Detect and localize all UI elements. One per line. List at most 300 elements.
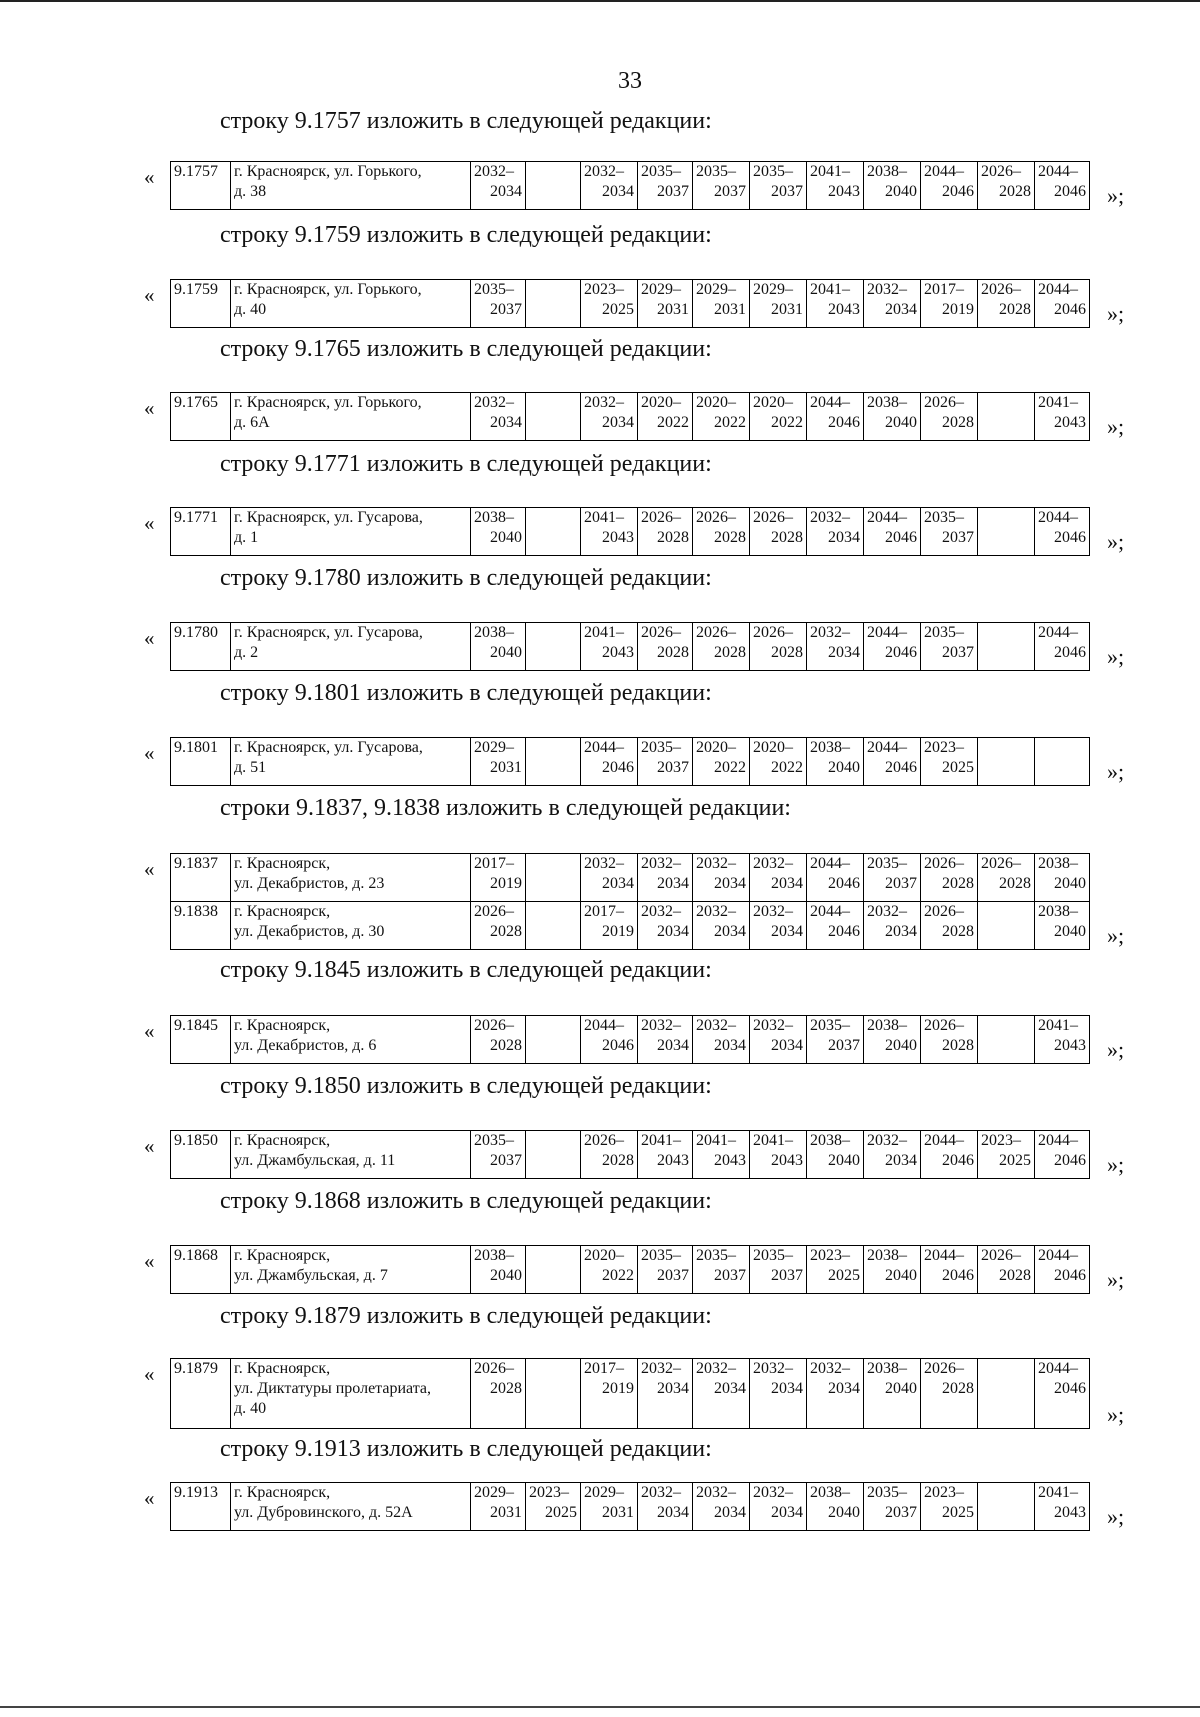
address-cell: [231, 1016, 471, 1064]
row-number: 9.1759: [171, 280, 231, 328]
year-start: 2041–: [1038, 394, 1078, 411]
year-range-cell: [526, 738, 581, 786]
year-range-cell: [864, 1016, 921, 1064]
year-range-cell: [638, 1246, 693, 1294]
year-start: 2026–: [924, 855, 964, 872]
year-end: 2028: [771, 644, 803, 661]
year-range-cell: [750, 854, 807, 902]
year-end: 2019: [942, 301, 974, 318]
year-start: 2044–: [810, 394, 850, 411]
address-line: г. Красноярск, ул. Гусарова,: [234, 509, 423, 526]
year-end: 2046: [885, 529, 917, 546]
year-range-cell: [581, 393, 638, 441]
year-range-cell: [864, 1246, 921, 1294]
year-start: 2038–: [474, 1247, 514, 1264]
year-start: 2029–: [584, 1484, 624, 1501]
year-end: 2034: [657, 1504, 689, 1521]
year-end: 2034: [657, 875, 689, 892]
year-range-cell: [581, 1483, 638, 1531]
year-end: 2028: [942, 414, 974, 431]
table-row: [171, 623, 1090, 671]
year-end: 2037: [714, 183, 746, 200]
year-start: 2035–: [924, 509, 964, 526]
year-start: 2020–: [696, 394, 736, 411]
section-heading: строку 9.1780 изложить в следующей редакции:: [220, 565, 712, 591]
year-range-cell: [581, 623, 638, 671]
year-start: 2023–: [584, 281, 624, 298]
year-end: 2040: [828, 759, 860, 776]
year-start: 2041–: [753, 1132, 793, 1149]
year-end: 2031: [714, 301, 746, 318]
year-end: 2043: [771, 1152, 803, 1169]
year-end: 2046: [1054, 183, 1086, 200]
year-range-cell: [864, 738, 921, 786]
table-row: [171, 1131, 1090, 1179]
section-heading: строку 9.1879 изложить в следующей редакции:: [220, 1303, 712, 1329]
year-range-cell: [471, 1246, 526, 1294]
year-end: 2043: [602, 644, 634, 661]
address-cell: [231, 1359, 471, 1429]
year-range-cell: [750, 393, 807, 441]
address-cell: [231, 280, 471, 328]
address-cell: [231, 854, 471, 902]
year-range-cell: [638, 854, 693, 902]
replacement-table: [170, 1245, 1090, 1294]
year-end: 2028: [490, 1037, 522, 1054]
year-end: 2046: [602, 759, 634, 776]
year-start: 2026–: [474, 1360, 514, 1377]
year-range-cell: [471, 1131, 526, 1179]
section-heading: строку 9.1771 изложить в следующей редакции:: [220, 451, 712, 477]
year-start: 2044–: [924, 1247, 964, 1264]
section-heading: строку 9.1765 изложить в следующей редакции:: [220, 336, 712, 362]
year-end: 2028: [999, 301, 1031, 318]
section-heading: строку 9.1759 изложить в следующей редакции:: [220, 222, 712, 248]
year-range-cell: [526, 393, 581, 441]
year-range-cell: [693, 902, 750, 950]
year-start: 2026–: [641, 509, 681, 526]
year-start: 2041–: [584, 509, 624, 526]
closing-quote: »;: [1107, 183, 1125, 208]
year-end: 2040: [885, 414, 917, 431]
year-range-cell: [921, 280, 978, 328]
year-end: 2034: [771, 1380, 803, 1397]
year-end: 2025: [545, 1504, 577, 1521]
year-range-cell: [921, 1359, 978, 1429]
opening-quote: «: [144, 1362, 155, 1386]
address-line: ул. Диктатуры пролетариата,: [234, 1380, 431, 1397]
year-range-cell: [807, 854, 864, 902]
year-range-cell: [526, 1359, 581, 1429]
year-start: 2023–: [529, 1484, 569, 1501]
year-end: 2028: [999, 1267, 1031, 1284]
year-start: 2032–: [641, 1484, 681, 1501]
year-end: 2040: [885, 1267, 917, 1284]
closing-quote: »;: [1107, 923, 1125, 948]
year-range-cell: [978, 623, 1035, 671]
year-end: 2040: [490, 644, 522, 661]
year-range-cell: [638, 738, 693, 786]
address-cell: [231, 902, 471, 950]
year-start: 2032–: [810, 1360, 850, 1377]
year-end: 2046: [885, 644, 917, 661]
row-number: 9.1879: [171, 1359, 231, 1429]
address-line: ул. Джамбульская, д. 7: [234, 1267, 388, 1284]
year-range-cell: [978, 1131, 1035, 1179]
year-end: 2040: [885, 1037, 917, 1054]
year-start: 2023–: [981, 1132, 1021, 1149]
year-start: 2044–: [810, 903, 850, 920]
year-end: 2034: [602, 414, 634, 431]
year-range-cell: [807, 280, 864, 328]
year-range-cell: [581, 1359, 638, 1429]
year-end: 2022: [714, 414, 746, 431]
year-start: 2032–: [810, 624, 850, 641]
year-range-cell: [978, 902, 1035, 950]
year-range-cell: [638, 508, 693, 556]
year-end: 2046: [1054, 1152, 1086, 1169]
year-end: 2031: [490, 1504, 522, 1521]
address-line: г. Красноярск,: [234, 1247, 331, 1264]
address-line: ул. Декабристов, д. 23: [234, 875, 385, 892]
table-row: [171, 854, 1090, 902]
year-start: 2017–: [474, 855, 514, 872]
year-range-cell: [471, 393, 526, 441]
year-start: 2032–: [753, 903, 793, 920]
year-range-cell: [921, 1483, 978, 1531]
year-range-cell: [1035, 162, 1090, 210]
year-end: 2046: [1054, 1380, 1086, 1397]
year-range-cell: [978, 1016, 1035, 1064]
year-end: 2028: [490, 923, 522, 940]
year-range-cell: [693, 393, 750, 441]
year-start: 2044–: [867, 739, 907, 756]
year-range-cell: [526, 623, 581, 671]
year-end: 2025: [828, 1267, 860, 1284]
address-line: д. 1: [234, 529, 259, 546]
year-range-cell: [978, 738, 1035, 786]
address-cell: [231, 1246, 471, 1294]
year-range-cell: [1035, 738, 1090, 786]
year-range-cell: [581, 280, 638, 328]
replacement-table: [170, 1482, 1090, 1531]
year-range-cell: [750, 623, 807, 671]
year-start: 2032–: [641, 903, 681, 920]
opening-quote: «: [144, 857, 155, 881]
year-end: 2040: [885, 1380, 917, 1397]
year-start: 2020–: [753, 394, 793, 411]
row-number: 9.1765: [171, 393, 231, 441]
address-cell: [231, 738, 471, 786]
year-range-cell: [750, 902, 807, 950]
year-start: 2038–: [810, 739, 850, 756]
table-row: [171, 162, 1090, 210]
year-end: 2022: [771, 414, 803, 431]
year-start: 2032–: [584, 163, 624, 180]
year-range-cell: [750, 280, 807, 328]
year-end: 2040: [828, 1504, 860, 1521]
year-range-cell: [471, 623, 526, 671]
address-cell: [231, 1131, 471, 1179]
year-range-cell: [526, 1483, 581, 1531]
address-line: г. Красноярск,: [234, 855, 331, 872]
year-range-cell: [693, 1016, 750, 1064]
year-end: 2028: [714, 644, 746, 661]
year-end: 2046: [885, 759, 917, 776]
address-line: д. 2: [234, 644, 259, 661]
year-start: 2035–: [641, 163, 681, 180]
year-end: 2034: [490, 414, 522, 431]
year-end: 2031: [771, 301, 803, 318]
year-start: 2038–: [1038, 855, 1078, 872]
closing-quote: »;: [1107, 1267, 1125, 1292]
year-range-cell: [471, 854, 526, 902]
year-range-cell: [1035, 1483, 1090, 1531]
year-range-cell: [864, 902, 921, 950]
opening-quote: «: [144, 626, 155, 650]
replacement-table: [170, 622, 1090, 671]
row-number: 9.1850: [171, 1131, 231, 1179]
year-end: 2031: [602, 1504, 634, 1521]
opening-quote: «: [144, 741, 155, 765]
year-end: 2022: [602, 1267, 634, 1284]
year-range-cell: [1035, 280, 1090, 328]
address-line: г. Красноярск,: [234, 1132, 331, 1149]
address-line: д. 6А: [234, 414, 270, 431]
year-start: 2041–: [1038, 1017, 1078, 1034]
year-start: 2026–: [924, 903, 964, 920]
year-end: 2037: [657, 183, 689, 200]
year-start: 2032–: [753, 1017, 793, 1034]
row-number: 9.1913: [171, 1483, 231, 1531]
year-end: 2031: [490, 759, 522, 776]
table-row: [171, 902, 1090, 950]
top-rule: [0, 0, 1200, 2]
year-range-cell: [921, 1246, 978, 1294]
year-start: 2035–: [924, 624, 964, 641]
year-range-cell: [1035, 1016, 1090, 1064]
year-end: 2040: [1054, 923, 1086, 940]
year-end: 2037: [885, 1504, 917, 1521]
year-range-cell: [581, 1246, 638, 1294]
year-end: 2025: [999, 1152, 1031, 1169]
year-range-cell: [864, 162, 921, 210]
year-start: 2044–: [584, 1017, 624, 1034]
year-end: 2028: [771, 529, 803, 546]
year-start: 2026–: [474, 903, 514, 920]
year-end: 2034: [885, 1152, 917, 1169]
year-start: 2032–: [696, 855, 736, 872]
address-cell: [231, 162, 471, 210]
year-range-cell: [638, 393, 693, 441]
address-line: ул. Джамбульская, д. 11: [234, 1152, 396, 1169]
year-start: 2026–: [474, 1017, 514, 1034]
year-end: 2037: [657, 759, 689, 776]
year-end: 2046: [1054, 1267, 1086, 1284]
year-start: 2032–: [584, 394, 624, 411]
year-start: 2035–: [696, 163, 736, 180]
year-end: 2046: [942, 1152, 974, 1169]
year-range-cell: [638, 280, 693, 328]
year-start: 2032–: [474, 394, 514, 411]
year-start: 2041–: [1038, 1484, 1078, 1501]
year-range-cell: [978, 1359, 1035, 1429]
year-range-cell: [581, 162, 638, 210]
row-number: 9.1771: [171, 508, 231, 556]
year-range-cell: [693, 1246, 750, 1294]
year-end: 2040: [1054, 875, 1086, 892]
year-start: 2032–: [584, 855, 624, 872]
year-end: 2028: [999, 875, 1031, 892]
year-start: 2044–: [867, 624, 907, 641]
year-range-cell: [978, 1483, 1035, 1531]
year-range-cell: [526, 508, 581, 556]
year-start: 2017–: [584, 903, 624, 920]
year-start: 2038–: [867, 394, 907, 411]
year-range-cell: [581, 508, 638, 556]
opening-quote: «: [144, 165, 155, 189]
year-range-cell: [807, 623, 864, 671]
year-end: 2028: [942, 1037, 974, 1054]
year-end: 2034: [602, 183, 634, 200]
year-start: 2029–: [474, 1484, 514, 1501]
year-range-cell: [1035, 623, 1090, 671]
year-start: 2035–: [641, 739, 681, 756]
year-range-cell: [807, 393, 864, 441]
year-start: 2044–: [1038, 281, 1078, 298]
closing-quote: »;: [1107, 1152, 1125, 1177]
year-range-cell: [864, 623, 921, 671]
table-row: [171, 1246, 1090, 1294]
year-range-cell: [807, 738, 864, 786]
address-line: г. Красноярск,: [234, 1360, 331, 1377]
year-start: 2032–: [696, 1484, 736, 1501]
year-end: 2034: [714, 875, 746, 892]
year-range-cell: [978, 854, 1035, 902]
year-end: 2037: [771, 183, 803, 200]
address-line: ул. Декабристов, д. 6: [234, 1037, 377, 1054]
year-start: 2044–: [867, 509, 907, 526]
opening-quote: «: [144, 1249, 155, 1273]
year-start: 2029–: [474, 739, 514, 756]
table-row: [171, 393, 1090, 441]
year-range-cell: [978, 508, 1035, 556]
section-heading: строку 9.1801 изложить в следующей редакции:: [220, 680, 712, 706]
year-range-cell: [921, 393, 978, 441]
year-start: 2044–: [1038, 1360, 1078, 1377]
year-end: 2046: [828, 923, 860, 940]
year-range-cell: [807, 1131, 864, 1179]
address-cell: [231, 393, 471, 441]
table-row: [171, 1359, 1090, 1429]
year-end: 2019: [602, 1380, 634, 1397]
year-end: 2037: [942, 644, 974, 661]
section-heading: строку 9.1845 изложить в следующей редакции:: [220, 957, 712, 983]
year-end: 2028: [714, 529, 746, 546]
year-start: 2035–: [867, 1484, 907, 1501]
year-range-cell: [750, 162, 807, 210]
bottom-rule: [0, 1706, 1200, 1708]
closing-quote: »;: [1107, 1037, 1125, 1062]
year-range-cell: [807, 162, 864, 210]
year-range-cell: [750, 1359, 807, 1429]
year-range-cell: [978, 280, 1035, 328]
year-start: 2038–: [1038, 903, 1078, 920]
year-start: 2041–: [584, 624, 624, 641]
year-range-cell: [921, 508, 978, 556]
year-range-cell: [921, 1131, 978, 1179]
year-start: 2032–: [474, 163, 514, 180]
year-range-cell: [1035, 1131, 1090, 1179]
year-start: 2023–: [924, 739, 964, 756]
page-number: 33: [618, 68, 642, 94]
year-end: 2046: [942, 1267, 974, 1284]
year-end: 2034: [602, 875, 634, 892]
year-end: 2043: [602, 529, 634, 546]
section-heading: строку 9.1850 изложить в следующей редакции:: [220, 1073, 712, 1099]
year-end: 2037: [657, 1267, 689, 1284]
year-start: 2029–: [753, 281, 793, 298]
year-range-cell: [638, 1131, 693, 1179]
year-range-cell: [581, 902, 638, 950]
replacement-table: [170, 392, 1090, 441]
year-range-cell: [750, 1246, 807, 1294]
year-start: 2044–: [924, 1132, 964, 1149]
year-range-cell: [864, 1483, 921, 1531]
replacement-table: [170, 279, 1090, 328]
year-end: 2037: [828, 1037, 860, 1054]
year-end: 2037: [490, 1152, 522, 1169]
year-range-cell: [471, 902, 526, 950]
year-range-cell: [526, 1246, 581, 1294]
year-start: 2032–: [696, 1360, 736, 1377]
table-row: [171, 1016, 1090, 1064]
year-start: 2035–: [474, 281, 514, 298]
section-heading: строки 9.1837, 9.1838 изложить в следующей редакции:: [220, 795, 791, 821]
year-start: 2032–: [753, 1484, 793, 1501]
year-start: 2044–: [1038, 1132, 1078, 1149]
year-range-cell: [921, 902, 978, 950]
year-start: 2023–: [924, 1484, 964, 1501]
year-end: 2034: [714, 1037, 746, 1054]
year-end: 2019: [602, 923, 634, 940]
year-start: 2029–: [696, 281, 736, 298]
year-start: 2038–: [867, 163, 907, 180]
year-range-cell: [471, 162, 526, 210]
year-end: 2034: [828, 1380, 860, 1397]
year-end: 2040: [885, 183, 917, 200]
year-range-cell: [581, 854, 638, 902]
replacement-table: [170, 1358, 1090, 1429]
year-end: 2043: [828, 301, 860, 318]
year-start: 2035–: [810, 1017, 850, 1034]
year-end: 2025: [942, 1504, 974, 1521]
year-start: 2035–: [753, 1247, 793, 1264]
opening-quote: «: [144, 1019, 155, 1043]
year-range-cell: [693, 1359, 750, 1429]
year-start: 2020–: [753, 739, 793, 756]
year-start: 2041–: [810, 163, 850, 180]
year-range-cell: [921, 162, 978, 210]
year-end: 2043: [1054, 414, 1086, 431]
year-range-cell: [864, 280, 921, 328]
year-start: 2026–: [981, 281, 1021, 298]
year-start: 2032–: [867, 1132, 907, 1149]
year-start: 2038–: [474, 509, 514, 526]
year-end: 2034: [657, 1380, 689, 1397]
year-end: 2028: [657, 644, 689, 661]
address-line: г. Красноярск, ул. Гусарова,: [234, 739, 423, 756]
